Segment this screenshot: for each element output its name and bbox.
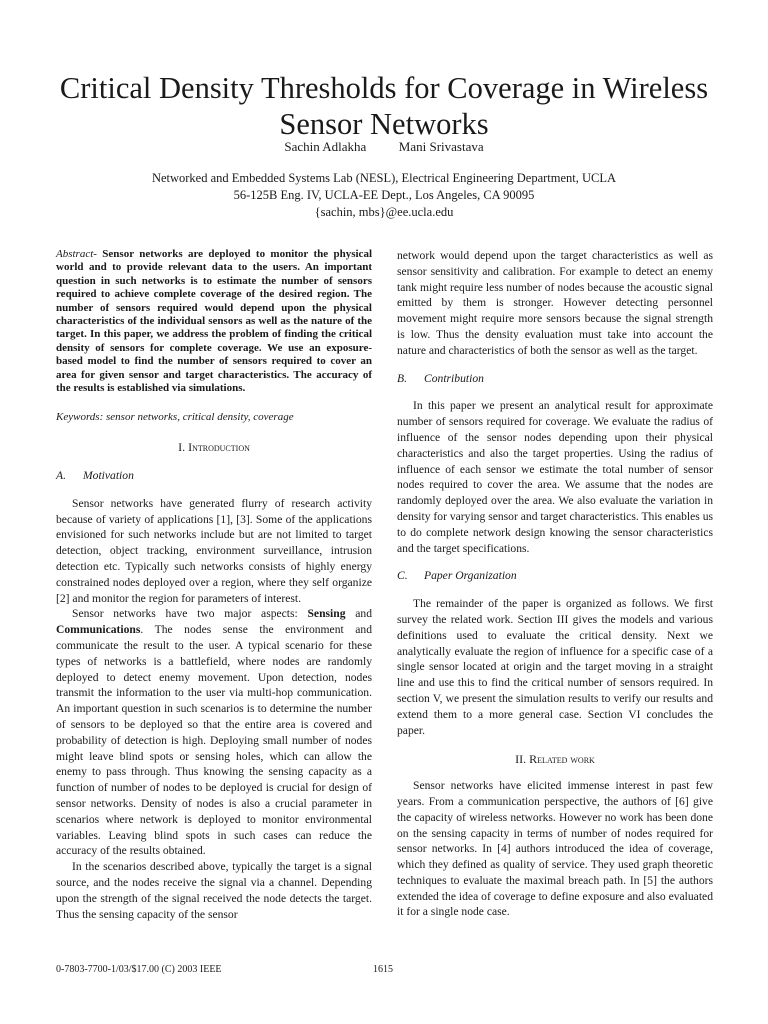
subsection-heading-organization [397, 568, 713, 584]
subsection-number: A. [56, 469, 66, 483]
paragraph-contribution: In this paper we present an analytical result for approximate number of sensors required for coverage. We evaluate the radius of influence of the sensor nodes depending upon their physical characteristics and also the target properties. Using the radius of influence of each sensor we estimate the total number of sensor nodes required to cover the area. We assume that the nodes are randomly deployed over the area. We also evaluate the variation in density for varying sensor and target characteristics. This enables us to do complete network design knowing the sensor characteristics and the target specifications. [397, 399, 713, 555]
abstract-text: Sensor networks are deployed to monitor the physical world and to provide relevant data to the users. An important question in such networks is to estimate the number of sensors required to achieve complete coverage of the desired region. The number of sensors required would depend upon the physical characteristics of the individual sensors as well as the nature of the target. In this paper, we address the problem of finding the critical density of sensors for complete coverage. We use an exposure-based model to find the number of sensors required to cover an area for given sensor and target characteristics. The accuracy of the results is established via simulations. [56, 248, 372, 395]
term-sensing: Sensing [307, 607, 346, 621]
paragraph-related-work: Sensor networks have elicited immense interest in past few years. From a communication perspective, the authors of [6] give the capacity of wireless networks. However no work has been done on the sensing capacity in terms of number of nodes required for sensor networks. In [4] authors introduced the idea of coverage, which they defined as quality of service. They used graph theoretic techniques to evaluate the maximal breach path. In [5] the authors extended the idea of coverage to define exposure and also evaluated it for a single node case. [397, 779, 713, 919]
para-text: Sensor networks have two major aspects: [72, 607, 308, 621]
section-heading-related-work: II. Related work [515, 752, 595, 767]
subsection-title: Paper Organization [424, 569, 517, 583]
affiliation-address: 56-125B Eng. IV, UCLA-EE Dept., Los Angeles, CA 90095 [233, 188, 535, 202]
affiliation-email: {sachin, mbs}@ee.ucla.edu [314, 205, 454, 219]
section-heading-introduction: I. Introduction [178, 440, 250, 455]
para-text: and [345, 607, 372, 621]
subsection-heading-contribution [397, 371, 713, 387]
authors: Sachin Adlakha Mani Srivastava [284, 139, 484, 154]
left-column [56, 248, 372, 922]
paper-title: Critical Density Thresholds for Coverage in Wireless Sensor Networks [59, 71, 709, 141]
abstract [56, 248, 372, 395]
keywords: Keywords: sensor networks, critical density, coverage [56, 411, 294, 424]
affiliation-block [0, 170, 768, 221]
subsection-number: C. [397, 569, 408, 583]
page-number: 1615 [373, 964, 393, 975]
affiliation-lab: Networked and Embedded Systems Lab (NESL), Electrical Engineering Department, UCLA [151, 171, 617, 185]
subsection-number: B. [397, 371, 407, 385]
abstract-label: Abstract- [56, 248, 97, 260]
paragraph-motivation-continued: network would depend upon the target characteristics as well as sensor sensitivity and calibration. For example to detect an enemy tank might require less number of nodes because the acoustic signal emitted by them is stronger. However detecting personnel movement might require more sensors because the signal strength is low. Thus the density evaluation must take into account the nature and characteristics of both the sensor as well as the target. [397, 249, 713, 357]
paragraph-motivation-2 [56, 606, 372, 859]
para-text: . The nodes sense the environment and communicate the result to the user. A typical scenario for these types of networks is a battlefield, where nodes are randomly deployed to detect enemy movement. Upon detection, nodes transmit the information to the user via multi-hop communication. An important question in such scenarios is to determine the number of sensors to be deployed so that the entire area is covered and probability of detection is high. Deploying small number of nodes might leave blind spots or sensing holes, which can allow the enemy to pass through. Thus knowing the sensing capacity as a function of number of nodes to be deployed is crucial for design of sensor networks. Density of nodes is also a crucial parameter in scenarios where network is deployed to monitor environmental variables. Leaving blind spots in such cases can reduce the accuracy of the results obtained. [56, 623, 372, 858]
term-communications: Communications [56, 623, 141, 637]
subsection-title: Contribution [424, 371, 484, 385]
right-column [397, 248, 713, 920]
subsection-title: Motivation [83, 469, 134, 483]
paragraph-motivation-3: In the scenarios described above, typically the target is a signal source, and the nodes receive the signal via a channel. Depending upon the strength of the signal received the node detects the target. Thus the sensing capacity of the sensor [56, 860, 372, 921]
copyright-footer: 0-7803-7700-1/03/$17.00 (C) 2003 IEEE [56, 964, 222, 975]
paragraph-organization: The remainder of the paper is organized as follows. We first survey the related work. Section III gives the models and various definitions used to evaluate the critical density. Next we analytically evaluate the region of influence for a specific case of a single sensor located at origin and the target moving in a straight line and use this to find the critical number of sensors required. In section V, we present the simulation results to verify our results and extend them to a more general case. Section VI concludes the paper. [397, 597, 713, 737]
subsection-heading-motivation [56, 468, 372, 484]
paragraph-motivation-1: Sensor networks have generated flurry of research activity because of variety of applications [1], [3]. Some of the applications envisioned for such networks include but are not limited to target detection, object tracking, environment surveillance, intrusion detection etc. Typically such networks consists of highly energy constrained nodes deployed over a region, where they self organize [2] and monitor the region for parameters of interest. [56, 496, 372, 605]
